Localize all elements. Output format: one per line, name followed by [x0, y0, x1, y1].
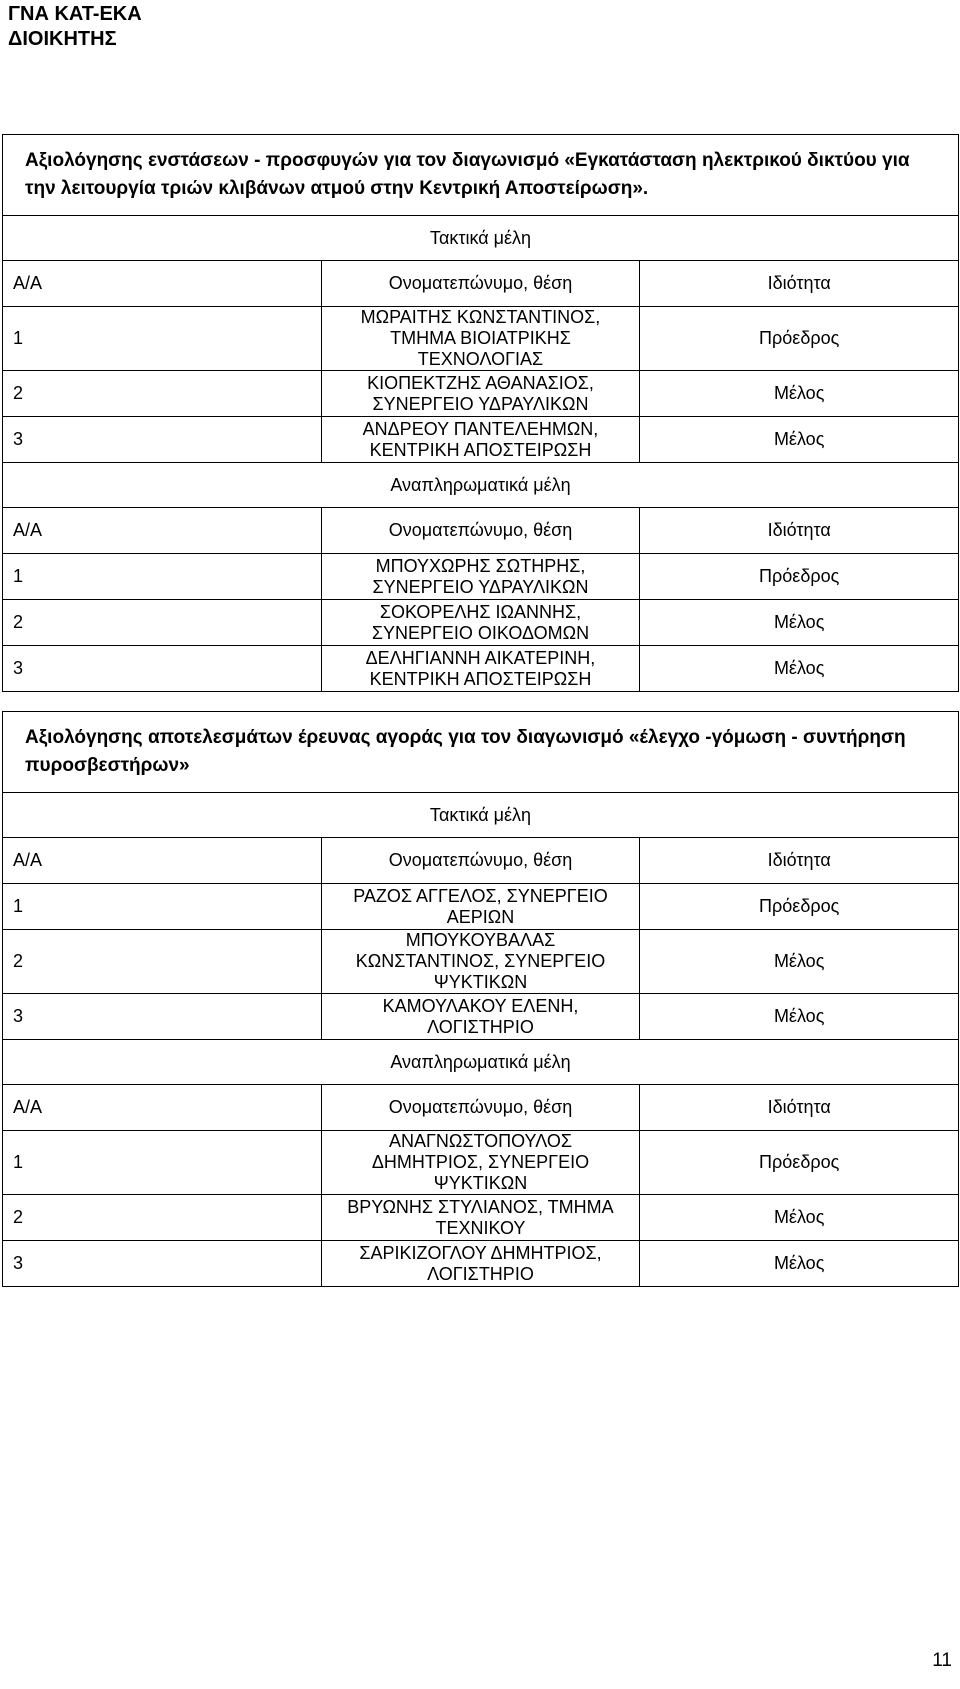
row-number: 3	[3, 646, 322, 692]
member-role: Μέλος	[640, 994, 959, 1040]
member-name: ΚΑΜΟΥΛΑΚΟΥ ΕΛΕΝΗ, ΛΟΓΙΣΤΗΡΙΟ	[321, 994, 640, 1040]
table-row	[3, 994, 959, 1040]
member-role: Μέλος	[640, 930, 959, 994]
member-role: Μέλος	[640, 371, 959, 417]
table-row	[3, 307, 959, 371]
row-number: 2	[3, 1195, 322, 1241]
column-header-role: Ιδιότητα	[640, 508, 959, 554]
column-header-row	[3, 261, 959, 307]
column-header-name: Ονοματεπώνυμο, θέση	[321, 1085, 640, 1131]
column-header-role: Ιδιότητα	[640, 838, 959, 884]
row-number: 3	[3, 994, 322, 1040]
committee-table-2	[2, 711, 959, 1287]
table-row	[3, 1195, 959, 1241]
table-row	[3, 1131, 959, 1195]
member-role: Πρόεδρος	[640, 1131, 959, 1195]
table-row	[3, 884, 959, 930]
column-header-row	[3, 1085, 959, 1131]
column-header-name: Ονοματεπώνυμο, θέση	[321, 261, 640, 307]
member-role: Πρόεδρος	[640, 554, 959, 600]
member-name: ΔΕΛΗΓΙΑΝΝΗ ΑΙΚΑΤΕΡΙΝΗ, ΚΕΝΤΡΙΚΗ ΑΠΟΣΤΕΙΡΩΣΗ	[321, 646, 640, 692]
column-header-row	[3, 508, 959, 554]
member-role: Πρόεδρος	[640, 884, 959, 930]
committee-table-1	[2, 134, 959, 692]
member-name: ΜΠΟΥΚΟΥΒΑΛΑΣ ΚΩΝΣΤΑΝΤΙΝΟΣ, ΣΥΝΕΡΓΕΙΟ ΨΥΚΤΙΚΩΝ	[321, 930, 640, 994]
section-heading-alternate: Αναπληρωματικά μέλη	[3, 1040, 959, 1085]
member-name: ΜΠΟΥΧΩΡΗΣ ΣΩΤΗΡΗΣ, ΣΥΝΕΡΓΕΙΟ ΥΔΡΑΥΛΙΚΩΝ	[321, 554, 640, 600]
column-header-aa: Α/Α	[3, 508, 322, 554]
member-name: ΒΡΥΩΝΗΣ ΣΤΥΛΙΑΝΟΣ, ΤΜΗΜΑ ΤΕΧΝΙΚΟΥ	[321, 1195, 640, 1241]
row-number: 2	[3, 930, 322, 994]
row-number: 1	[3, 1131, 322, 1195]
table-row	[3, 554, 959, 600]
section-heading-alternate: Αναπληρωματικά μέλη	[3, 463, 959, 508]
member-role: Μέλος	[640, 600, 959, 646]
member-name: ΣΑΡΙΚΙΖΟΓΛΟΥ ΔΗΜΗΤΡΙΟΣ, ΛΟΓΙΣΤΗΡΙΟ	[321, 1241, 640, 1287]
member-name: ΑΝΔΡΕΟΥ ΠΑΝΤΕΛΕΗΜΩΝ, ΚΕΝΤΡΙΚΗ ΑΠΟΣΤΕΙΡΩΣΗ	[321, 417, 640, 463]
row-number: 1	[3, 307, 322, 371]
document-header	[8, 2, 142, 52]
column-header-row	[3, 838, 959, 884]
row-number: 3	[3, 1241, 322, 1287]
header-organization: ΓΝΑ ΚΑΤ-ΕΚΑ	[8, 3, 142, 25]
table-row	[3, 646, 959, 692]
member-name: ΜΩΡΑΙΤΗΣ ΚΩΝΣΤΑΝΤΙΝΟΣ, ΤΜΗΜΑ ΒΙΟΙΑΤΡΙΚΗΣ ΤΕΧΝΟΛΟΓΙΑΣ	[321, 307, 640, 371]
column-header-name: Ονοματεπώνυμο, θέση	[321, 838, 640, 884]
member-name: ΑΝΑΓΝΩΣΤΟΠΟΥΛΟΣ ΔΗΜΗΤΡΙΟΣ, ΣΥΝΕΡΓΕΙΟ ΨΥΚΤΙΚΩΝ	[321, 1131, 640, 1195]
row-number: 2	[3, 371, 322, 417]
column-header-role: Ιδιότητα	[640, 1085, 959, 1131]
column-header-aa: Α/Α	[3, 261, 322, 307]
section-heading-regular: Τακτικά μέλη	[3, 793, 959, 838]
member-role: Μέλος	[640, 417, 959, 463]
member-role: Μέλος	[640, 646, 959, 692]
row-number: 3	[3, 417, 322, 463]
member-name: ΣΟΚΟΡΕΛΗΣ ΙΩΑΝΝΗΣ, ΣΥΝΕΡΓΕΙΟ ΟΙΚΟΔΟΜΩΝ	[321, 600, 640, 646]
member-name: ΡΑΖΟΣ ΑΓΓΕΛΟΣ, ΣΥΝΕΡΓΕΙΟ ΑΕΡΙΩΝ	[321, 884, 640, 930]
table-row	[3, 930, 959, 994]
committee-title: Αξιολόγησης αποτελεσμάτων έρευνας αγοράς για τον διαγωνισμό «έλεγχο -γόμωση - συντήρηση πυροσβεστήρων»	[3, 712, 959, 793]
row-number: 1	[3, 554, 322, 600]
column-header-aa: Α/Α	[3, 838, 322, 884]
column-header-role: Ιδιότητα	[640, 261, 959, 307]
section-heading-regular: Τακτικά μέλη	[3, 216, 959, 261]
member-name: ΚΙΟΠΕΚΤΖΗΣ ΑΘΑΝΑΣΙΟΣ, ΣΥΝΕΡΓΕΙΟ ΥΔΡΑΥΛΙΚΩΝ	[321, 371, 640, 417]
member-role: Μέλος	[640, 1241, 959, 1287]
committee-title: Αξιολόγησης ενστάσεων - προσφυγών για τον διαγωνισμό «Εγκατάσταση ηλεκτρικού δικτύου για την λειτουργία τριών κλιβάνων ατμού στην Κεντρική Αποστείρωση».	[3, 135, 959, 216]
table-row	[3, 600, 959, 646]
table-row	[3, 417, 959, 463]
member-role: Μέλος	[640, 1195, 959, 1241]
column-header-name: Ονοματεπώνυμο, θέση	[321, 508, 640, 554]
row-number: 1	[3, 884, 322, 930]
column-header-aa: Α/Α	[3, 1085, 322, 1131]
header-role: ΔΙΟΙΚΗΤΗΣ	[8, 28, 117, 50]
table-row	[3, 371, 959, 417]
member-role: Πρόεδρος	[640, 307, 959, 371]
table-row	[3, 1241, 959, 1287]
row-number: 2	[3, 600, 322, 646]
page-number: 11	[932, 1650, 952, 1671]
